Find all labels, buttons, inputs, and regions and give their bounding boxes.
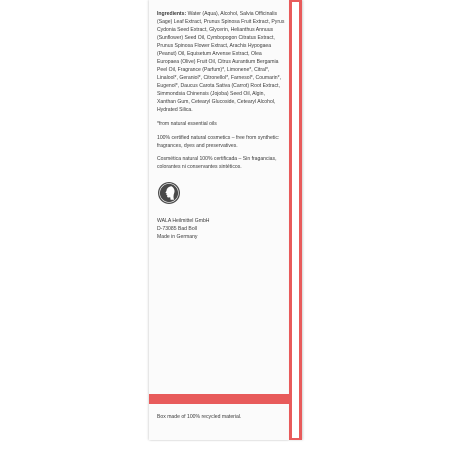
natrue-face-profile-icon (157, 181, 181, 205)
certified-english: 100% certified natural cosmetics – free from synthetic: fragrances, dyes and preservatives. (157, 135, 280, 149)
bottom-red-band (149, 394, 289, 404)
company-name: WALA Heilmittel GmbH (157, 218, 210, 224)
footnote: *from natural essential oils (157, 121, 217, 127)
certified-spanish: Cosmética natural 100% certificada – Sin fragancias, colorantes ni conservantes sintéticos. (157, 156, 277, 170)
recycled-note: Box made of 100% recycled material. (157, 414, 242, 420)
side-stripe-inner (292, 2, 299, 438)
ingredients-label: Ingredients: (157, 11, 187, 17)
label-content (157, 10, 285, 241)
company-block (157, 217, 285, 241)
company-address: D-73085 Bad Boll (157, 226, 197, 232)
ingredients-text: Water (Aqua), Alcohol, Salvia Officinalis (Sage) Leaf Extract, Prunus Spinosa Fruit Extract, Pyrus Cydonia Seed Extract, Glycerin, Helianthus Annuus (Sunflower) Seed Oil, Cymbopogon Citratus Extract, Prunus Spinosa Flower Extract, Arachis Hypogaea (Peanut) Oil, Equisetum Arvense Extract, Olea Europaea (Olive) Fruit Oil, Citrus Aurantium Bergamia Peel Oil, Fragrance (Parfum)*, Limonene*, Citral*, Linalool*, Geraniol*, Citronellol*, Farnesol*, Coumarin*, Eugenol*, Daucus Carota Sativa (Carrot) Root Extract, Simmondsia Chinensis (Jojoba) Seed Oil, Algin, Xanthan Gum, Cetearyl Glucoside, Cetearyl Alcohol, Hydrated Silica. (157, 11, 285, 113)
ingredients-list (157, 10, 285, 114)
company-origin: Made in Germany (157, 234, 198, 240)
